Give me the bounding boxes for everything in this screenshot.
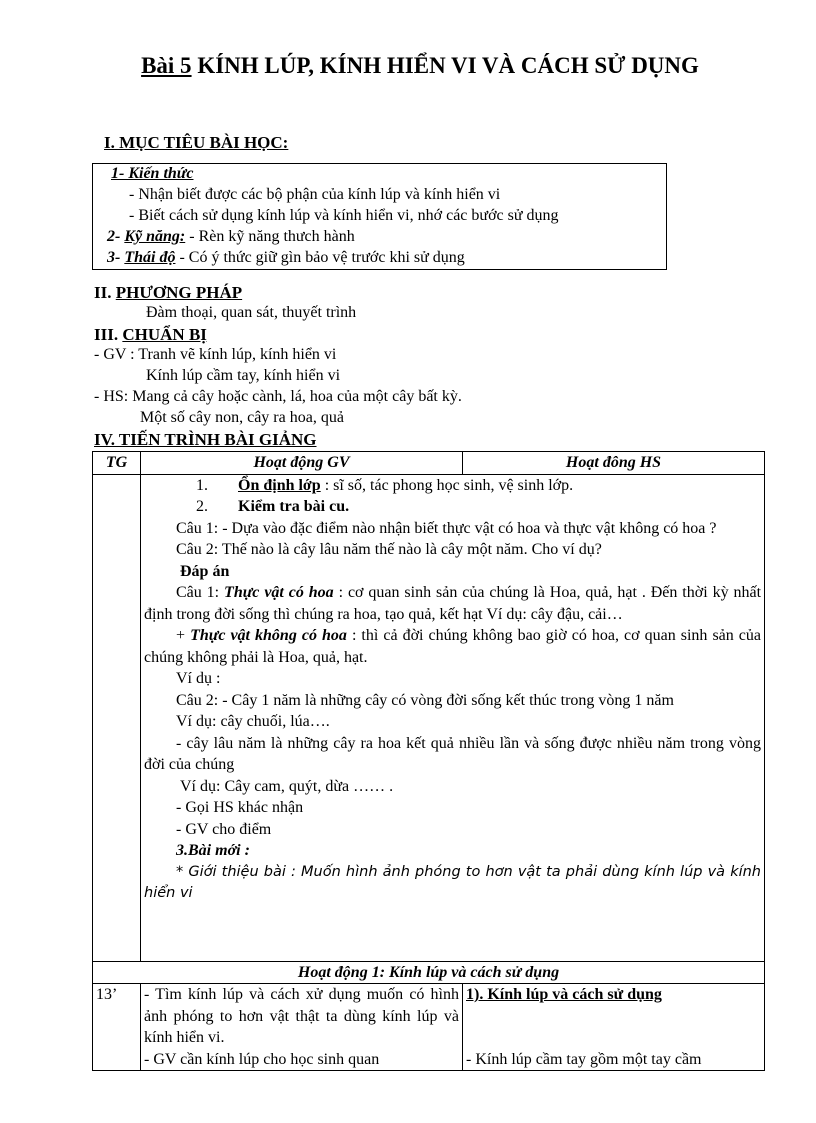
activity-1-title: Hoạt động 1: Kính lúp và cách sử dụng	[93, 961, 765, 984]
prep-gv-2: Kính lúp cầm tay, kính hiển vi	[146, 367, 341, 384]
question-2: Câu 2: Thế nào là cây lâu năm thế nào là cây một năm. Cho ví dụ?	[176, 541, 602, 558]
section-objectives-heading: I. MỤC TIÊU BÀI HỌC:	[104, 133, 289, 152]
hs-cell: 1). Kính lúp và cách sử dụng - Kính lúp cầm tay gồm một tay cầm	[463, 984, 765, 1071]
section-process-heading: IV. TIẾN TRÌNH BÀI GIẢNG	[94, 430, 317, 449]
prep-hs-2: Một số cây non, cây ra hoa, quả	[140, 409, 344, 426]
attitude-label: Thái độ	[124, 249, 176, 266]
lesson-number: Bài 5	[141, 53, 192, 78]
answer-1: Câu 1: Thực vật có hoa : cơ quan sinh sản của chúng là Hoa, quả, hạt . Đến thời kỳ nhất định trong đời sống thì chúng ra hoa, tạo quả, kết hạt Ví dụ: cây đậu, cải…	[144, 584, 762, 623]
section-prep-heading: III. CHUẨN BỊ	[94, 325, 207, 344]
intro-cell: 1. Ổn định lớp : sĩ số, tác phong học sinh, vệ sinh lớp. 2. Kiểm tra bài cu. Câu 1: - Dựa vào đặc điểm nào nhận biết thực vật có hoa và thực vật không có hoa ? Câu 2: Thế nào là cây lâu năm thế nào là cây một năm. Cho ví dụ? Đáp án Câu 1: Thực vật có hoa : cơ quan sinh sản của chúng là Hoa, quả, hạt . Đến thời kỳ nhất định trong đời sống thì chúng ra hoa, tạo quả, kết hạt Ví dụ: cây đậu, cải… + Thực vật không có hoa : thì cả đời chúng không bao giờ có hoa, cơ quan sinh sản của chúng không phải là Hoa, quả, hạt. Ví dụ : Câu 2: - Cây 1 năm là những cây có vòng đời sống kết thúc trong vòng 1 năm Ví dụ: cây chuối, lúa…. - cây lâu năm là những cây ra hoa kết quả nhiều lần và sống được nhiều năm trong vòng đời của chúng Ví dụ: Cây cam, quýt, dừa …… . - Gọi HS khác nhận - GV cho điểm 3.Bài mới : * Giới thiệu bài : Muốn hình ảnh phóng to hơn vật ta phải dùng kính lúp và kính hiển vi	[141, 474, 765, 961]
attitude-line: 3- Thái độ - Có ý thức giữ gìn bảo vệ trước khi sử dụng	[107, 249, 465, 266]
skill-line: 2- Kỹ năng: - Rèn kỹ năng thưch hành	[107, 228, 355, 245]
skill-label: Kỹ năng:	[124, 228, 186, 245]
question-1: Câu 1: - Dựa vào đặc điểm nào nhận biết thực vật có hoa và thực vật không có hoa ?	[176, 519, 717, 537]
answer-2b: - cây lâu năm là những cây ra hoa kết quả nhiều lần và sống được nhiều năm trong vòng đời của chúng	[144, 734, 761, 773]
activity-1-content-row	[93, 984, 765, 1071]
lesson-table	[92, 451, 765, 1071]
col-gv: Hoạt động GV	[141, 452, 463, 475]
lesson-title: KÍNH LÚP, KÍNH HIỂN VI VÀ CÁCH SỬ DỤNG	[197, 53, 699, 78]
knowledge-item: - Biết cách sử dụng kính lúp và kính hiển vi, nhớ các bước sử dụng	[129, 207, 559, 224]
objectives-box	[92, 163, 667, 270]
col-tg: TG	[93, 452, 141, 475]
table-header-row	[93, 452, 765, 475]
section-method-heading: II. PHƯƠNG PHÁP	[94, 283, 243, 302]
new-lesson-label: 3.Bài mới :	[176, 842, 250, 859]
activity-1-row	[93, 961, 765, 984]
prep-gv-1: - GV : Tranh vẽ kính lúp, kính hiển vi	[94, 346, 337, 363]
gv-cell: - Tìm kính lúp và cách xử dụng muốn có hình ảnh phóng to hơn vật thật ta dùng kính lúp và kính hiển vi. - GV cần kính lúp cho học sinh quan	[141, 984, 463, 1071]
intro-row	[93, 474, 765, 961]
answer-1b: + Thực vật không có hoa : thì cả đời chúng không bao giờ có hoa, cơ quan sinh sản của chúng không phải là Hoa, quả, hạt.	[144, 627, 762, 666]
col-hs: Hoạt đông HS	[463, 452, 765, 475]
lesson-intro: * Giới thiệu bài : Muốn hình ảnh phóng to hơn vật ta phải dùng kính lúp và kính hiển vi	[144, 863, 761, 901]
page-title	[100, 50, 740, 81]
knowledge-label: 1- Kiến thức	[111, 165, 194, 182]
prep-hs-1: - HS: Mang cả cây hoặc cành, lá, hoa của một cây bất kỳ.	[94, 388, 462, 405]
method-text: Đàm thoại, quan sát, thuyết trình	[146, 304, 357, 321]
hs-heading: 1). Kính lúp và cách sử dụng	[466, 986, 662, 1003]
answer-label: Đáp án	[180, 562, 230, 580]
knowledge-item: - Nhận biết được các bộ phận của kính lúp và kính hiển vi	[129, 186, 501, 203]
row-time: 13’	[93, 984, 141, 1071]
answer-2: Câu 2: - Cây 1 năm là những cây có vòng đời sống kết thúc trong vòng 1 năm	[176, 691, 674, 709]
